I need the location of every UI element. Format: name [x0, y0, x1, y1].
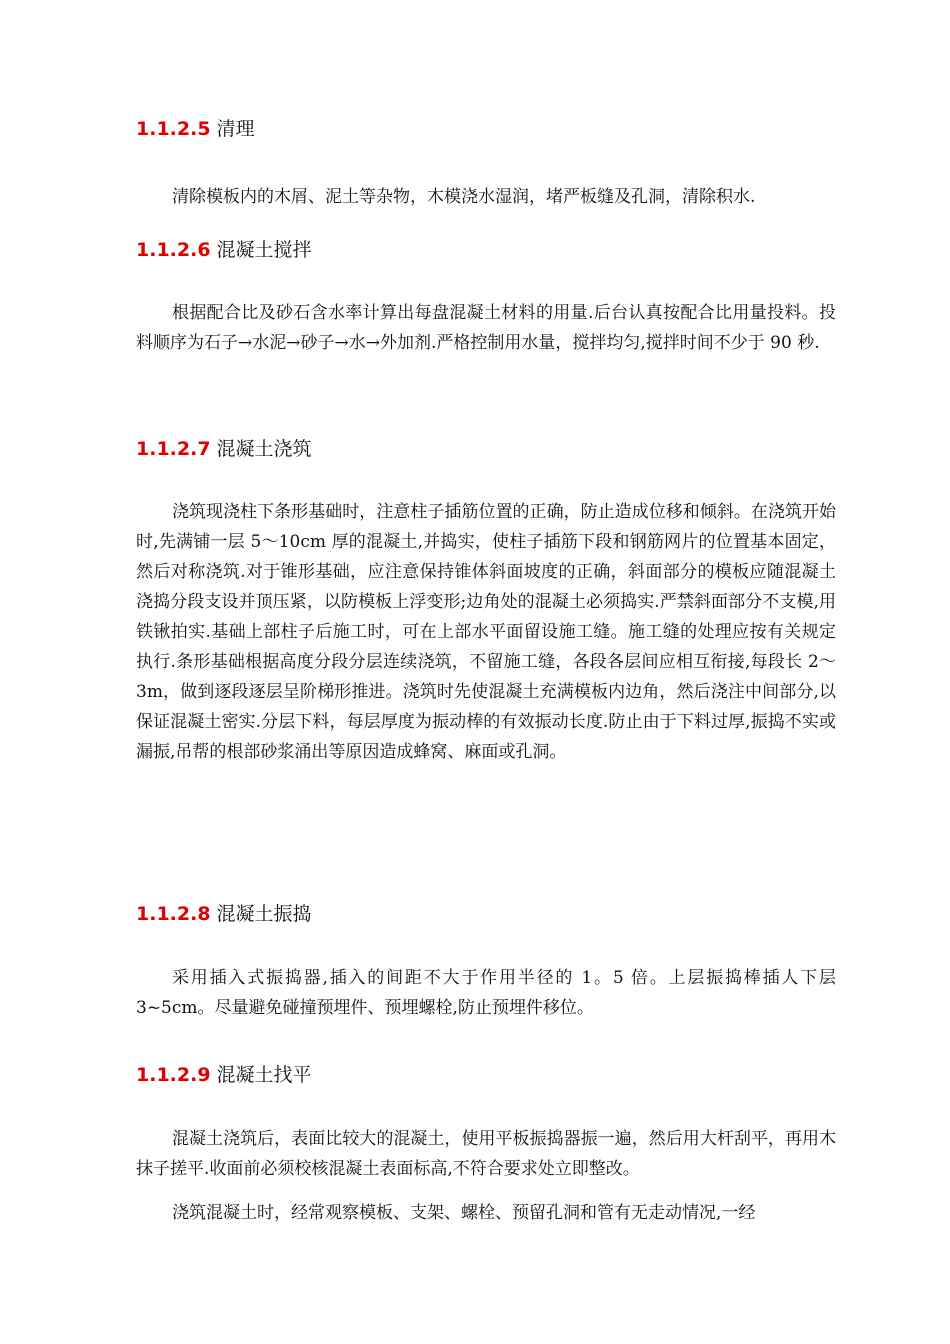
section-number: 1.1.2.7 [136, 438, 211, 460]
section-title: 混凝土搅拌 [216, 239, 312, 261]
section-number: 1.1.2.8 [136, 903, 211, 925]
paragraph: 清除模板内的木屑、泥土等杂物，木模浇水湿润，堵严板缝及孔洞，清除积水. [172, 187, 756, 207]
section-number: 1.1.2.6 [136, 239, 211, 261]
paragraph: 浇筑混凝土时，经常观察模板、支架、螺栓、预留孔洞和管有无走动情况,一经 [172, 1203, 756, 1223]
section-number: 1.1.2.5 [136, 118, 211, 140]
paragraph: 浇筑现浇柱下条形基础时，注意柱子插筋位置的正确，防止造成位移和倾斜。在浇筑开始时,先满铺一层 5～10cm 厚的混凝土,并捣实，使柱子插筋下段和钢筋网片的位置基本固定，然后对称浇筑.对于锥形基础，应注意保持锥体斜面坡度的正确，斜面部分的模板应随混凝土浇捣分段支设并顶压紧，以防模板上浮变形;边角处的混凝土必须捣实.严禁斜面部分不支模,用铁锹拍实.基础上部柱子后施工时，可在上部水平面留设施工缝。施工缝的处理应按有关规定执行.条形基础根据高度分段分层连续浇筑，不留施工缝，各段各层间应相互衔接,每段长 2～3m，做到逐段逐层呈阶梯形推进。浇筑时先使混凝土充满模板内边角，然后浇注中间部分,以保证混凝土密实.分层下料，每层厚度为振动棒的有效振动长度.防止由于下料过厚,振捣不实或漏振,吊帮的根部砂浆涌出等原因造成蜂窝、麻面或孔洞。 [136, 502, 836, 762]
paragraph: 根据配合比及砂石含水率计算出每盘混凝土材料的用量.后台认真按配合比用量投料。投料顺序为石子→水泥→砂子→水→外加剂.严格控制用水量，搅拌均匀,搅拌时间不少于 90 秒. [136, 303, 836, 353]
section-title: 清理 [216, 118, 255, 140]
paragraph: 采用插入式振捣器,插入的间距不大于作用半径的 1。5 倍。上层振捣棒插人下层 3~5cm。尽量避免碰撞预埋件、预埋螺栓,防止预埋件移位。 [136, 968, 836, 1018]
section-heading [136, 902, 312, 926]
section-heading [136, 437, 312, 461]
section-title: 混凝土振捣 [216, 903, 312, 925]
section-heading [136, 238, 312, 262]
section-title: 混凝土找平 [216, 1064, 312, 1086]
section-number: 1.1.2.9 [136, 1064, 211, 1086]
section-title: 混凝土浇筑 [216, 438, 312, 460]
section-heading [136, 1063, 312, 1087]
section-heading [136, 117, 255, 141]
paragraph: 混凝土浇筑后，表面比较大的混凝土，使用平板振捣器振一遍，然后用大杆刮平，再用木抹子搓平.收面前必须校核混凝土表面标高,不符合要求处立即整改。 [136, 1129, 836, 1179]
